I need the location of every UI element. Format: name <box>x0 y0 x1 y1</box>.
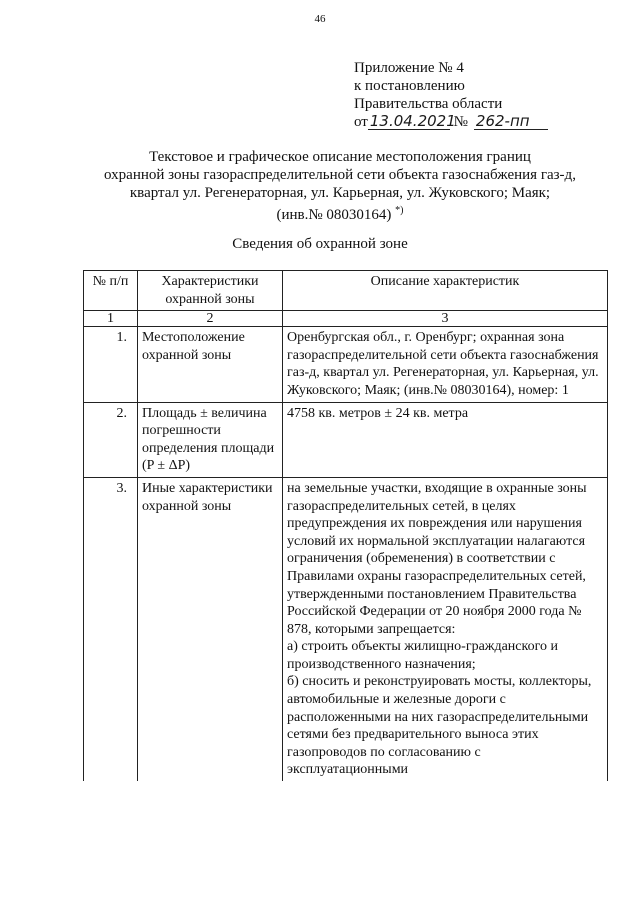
table-row <box>84 402 608 477</box>
number-label: № <box>453 114 468 130</box>
section-subtitle: Сведения об охранной зоне <box>232 236 408 252</box>
prohibition-item-b: б) сносить и реконструировать мосты, коллекторы, автомобильные и железные дороги с расположенными на них газораспределительными сетями без предварительного выноса этих газопроводов по согласованию с эксплуатационными <box>287 674 592 778</box>
row-description: на земельные участки, входящие в охранные зоны газораспределительных сетей, в целях предупреждения их повреждения или нарушения условий их нормальной эксплуатации налагаются ограничения (обременения) в соответствии с Правилами охраны газораспределительных сетей, утвержденными постановлением Правительства Российской Федерации от 20 ноября 2000 года № 878, которыми запрещается: <box>287 480 587 637</box>
index-cell: 1 <box>84 311 138 327</box>
page-number: 46 <box>314 13 326 25</box>
row-description-cell <box>283 477 608 781</box>
row-description: 4758 кв. метров ± 24 кв. метра <box>283 402 608 477</box>
header-characteristic: Характеристики охранной зоны <box>138 271 283 311</box>
header-number: № п/п <box>84 271 138 311</box>
appendix-line-2: к постановлению <box>354 78 465 94</box>
row-number: 3. <box>84 477 138 781</box>
index-cell: 3 <box>283 311 608 327</box>
handwritten-number: 262-пп <box>474 113 548 130</box>
appendix-line-3: Правительства области <box>354 96 503 112</box>
document-title <box>80 148 600 224</box>
row-characteristic: Местоположение охранной зоны <box>138 327 283 402</box>
index-cell: 2 <box>138 311 283 327</box>
title-line-3: квартал ул. Регенераторная, ул. Карьерная, ул. Жуковского; Маяк; <box>129 185 551 201</box>
appendix-line-1: Приложение № 4 <box>354 60 464 76</box>
protection-zone-table <box>83 270 608 781</box>
title-line-4 <box>80 202 600 224</box>
prohibition-item-a: а) строить объекты жилищно-гражданского и производственного назначения; <box>287 639 558 672</box>
appendix-block <box>354 59 548 131</box>
title-line-2: охранной зоны газораспределительной сети объекта газоснабжения газ-д, <box>104 167 576 183</box>
row-characteristic: Иные характеристики охранной зоны <box>138 477 283 781</box>
table-index-row <box>84 311 608 327</box>
row-characteristic: Площадь ± величина погрешности определения площади (P ± ΔP) <box>138 402 283 477</box>
table-row <box>84 327 608 402</box>
header-description: Описание характеристик <box>283 271 608 311</box>
table-header-row <box>84 271 608 311</box>
row-description: Оренбургская обл., г. Оренбург; охранная зона газораспределительной сети объекта газоснабжения газ-д, квартал ул. Регенераторная, ул. Карьерная, ул. Жуковского; Маяк; (инв.№ 08030164), номер: 1 <box>283 327 608 402</box>
title-line-1: Текстовое и графическое описание местоположения границ <box>149 149 531 165</box>
row-number: 1. <box>84 327 138 402</box>
from-label: от <box>354 114 368 130</box>
appendix-date-line <box>354 113 548 131</box>
handwritten-date: 13.04.2021 <box>369 112 456 130</box>
row-number: 2. <box>84 402 138 477</box>
inventory-number: (инв.№ 08030164) <box>276 207 392 223</box>
footnote-mark: *) <box>395 205 404 216</box>
table-row <box>84 477 608 781</box>
